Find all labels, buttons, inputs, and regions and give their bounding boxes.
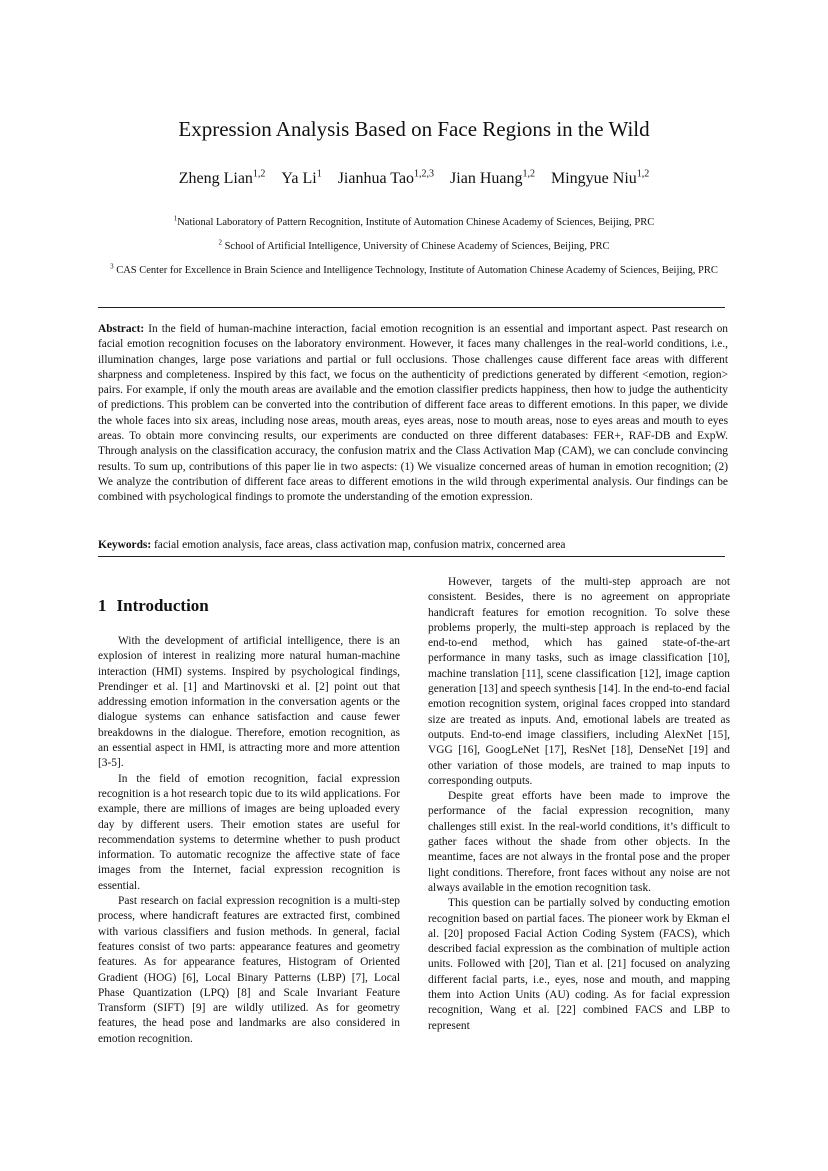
keywords-text: facial emotion analysis, face areas, class activation map, confusion matrix, concerned area <box>154 539 566 551</box>
affiliation: $^3$ CAS Center for Excellence in Brain Science and Intelligence Technology, Institute of Automation Chinese Academy of Sciences, Beijing, PRC <box>110 262 718 276</box>
author: Mingyue Niu$^{1,2}$ <box>550 168 650 187</box>
header-divider <box>98 307 725 308</box>
abstract-text: In the field of human-machine interaction, facial emotion recognition is an essential and important aspect. Past research on facial emotion recognition focuses on the laboratory environment. However, it faces many challenges in the real-world conditions, i.e., illumination changes, large pose variations and partial or full occlusions. Those challenges cause different face areas with different sharpness and completeness. Inspired by this fact, we focus on the authenticity of predictions generated by different <emotion, region> pairs. For example, if only the mouth areas are available and the emotion classifier predicts happiness, then how to judge the authenticity of predictions. This problem can be converted into the contribution of different face areas to different emotions. In this paper, we divide the whole faces into six areas, including nose areas, mouth areas, eyes areas, nose to mouth areas, nose to eyes areas and mouth to eyes areas. To obtain more convincing results, our experiments are conducted on three different databases: FER+, RAF-DB and ExpW. Through analysis on the classification accuracy, the confusion matrix and the Class Activation Map (CAM), we can conclude convincing results. To sum up, contributions of this paper lie in two aspects: (1) We visualize concerned areas of human in emotion recognition; (2) We analyze the contribution of different face areas to different emotions in the wild through experimental analysis. Our findings can be combined with psychological findings to promote the understanding of the emotion expression. <box>98 323 728 504</box>
body-paragraph: Despite great efforts have been made to improve the performance of the facial expression recognition, many challenges still exist. In the real-world conditions, it’s difficult to gather faces without the shade from other objects. In the meantime, faces are not always in the frontal pose and the proper light conditions. Therefore, front faces without any noise are not always available in the emotion recognition task. <box>428 790 730 894</box>
body-paragraph: In the field of emotion recognition, facial expression recognition is a hot research topic due to its wild applications. For example, there are millions of images are being uploaded every day by different users. Their emotion states are useful for recommendation systems to determine whether to push product information. To automatic recognize the affective state of face images from the Internet, facial expression recognition is essential. <box>98 772 400 892</box>
affiliation: $^1$National Laboratory of Pattern Recognition, Institute of Automation Chinese Academy of Sciences, Beijing, PRC <box>173 214 655 228</box>
author: Ya Li$^1$ <box>281 168 322 187</box>
author: Jian Huang$^{1,2}$ <box>450 168 535 187</box>
body-paragraph: However, targets of the multi-step approach are not consistent. Besides, there is no agreement on appropriate handicraft features for emotion recognition. To solve these problems properly, the multi-step approach is replaced by the end-to-end method, which has gained state-of-the-art performance in many tasks, such as image classification [10], machine translation [11], scene classification [12], image caption generation [13] and speech synthesis [14]. In the end-to-end facial emotion recognition system, original faces cropped into standard size are treated as inputs. And, emotional labels are treated as outputs. End-to-end image classifiers, including AlexNet [15], VGG [16], GoogLeNet [17], ResNet [18], DenseNet [19] and other variation of those models, are trained to map inputs to corresponding outputs. <box>428 576 730 787</box>
left-column <box>98 575 400 1047</box>
affiliation: $^2$ School of Artificial Intelligence, University of Chinese Academy of Sciences, Beijing, PRC <box>218 238 610 252</box>
abstract-label: Abstract: <box>98 323 145 335</box>
keywords <box>98 538 728 553</box>
body-paragraph: Past research on facial expression recognition is a multi-step process, where handicraft features are extracted first, combined with various classifiers and fusion methods. In general, facial features consist of two parts: appearance features and geometry features. As for appearance features, Histogram of Oriented Gradient (HOG) [6], Local Binary Patterns (LBP) [7], Local Phase Quantization (LPQ) [8] and Scale Invariant Feature Transform (SIFT) [9] are wildly utilized. As for geometry features, the head pose and landmarks are also considered in emotion recognition. <box>98 895 400 1045</box>
body-paragraph: With the development of artificial intelligence, there is an explosion of interest in realizing more natural human-machine interaction (HMI) systems. Inspired by psychological findings, Prendinger et al. [1] and Martinovski et al. [2] point out that addressing emotion information in the conversation agents or the dialogue systems can enhance satisfaction and cause fewer breakdowns in the dialogue. Therefore, emotion recognition, as an essential aspect in HMI, is attracting more and more attention [3-5]. <box>98 635 400 770</box>
abstract-divider <box>98 556 725 557</box>
paper-title: Expression Analysis Based on Face Regions in the Wild <box>178 117 650 141</box>
author: Jianhua Tao$^{1,2,3}$ <box>337 168 435 187</box>
body-paragraph: This question can be partially solved by conducting emotion recognition based on partial faces. The pioneer work by Ekman el al. [20] proposed Facial Action Coding System (FACS), which described facial expression as the combination of multiple action units. Followed with [20], Tian et al. [21] focused on analyzing different facial parts, i.e., eyes, nose and mouth, and mapping them into Action Units (AU) coding. As for facial expression recognition, Wang et al. [22] combined FACS and LBP to represent <box>428 897 730 1032</box>
abstract <box>98 322 728 506</box>
author-list <box>0 169 828 189</box>
author: Zheng Lian$^{1,2}$ <box>178 168 266 187</box>
right-column <box>428 575 730 1034</box>
keywords-label: Keywords: <box>98 539 152 551</box>
section-heading: 1 Introduction <box>98 596 209 615</box>
